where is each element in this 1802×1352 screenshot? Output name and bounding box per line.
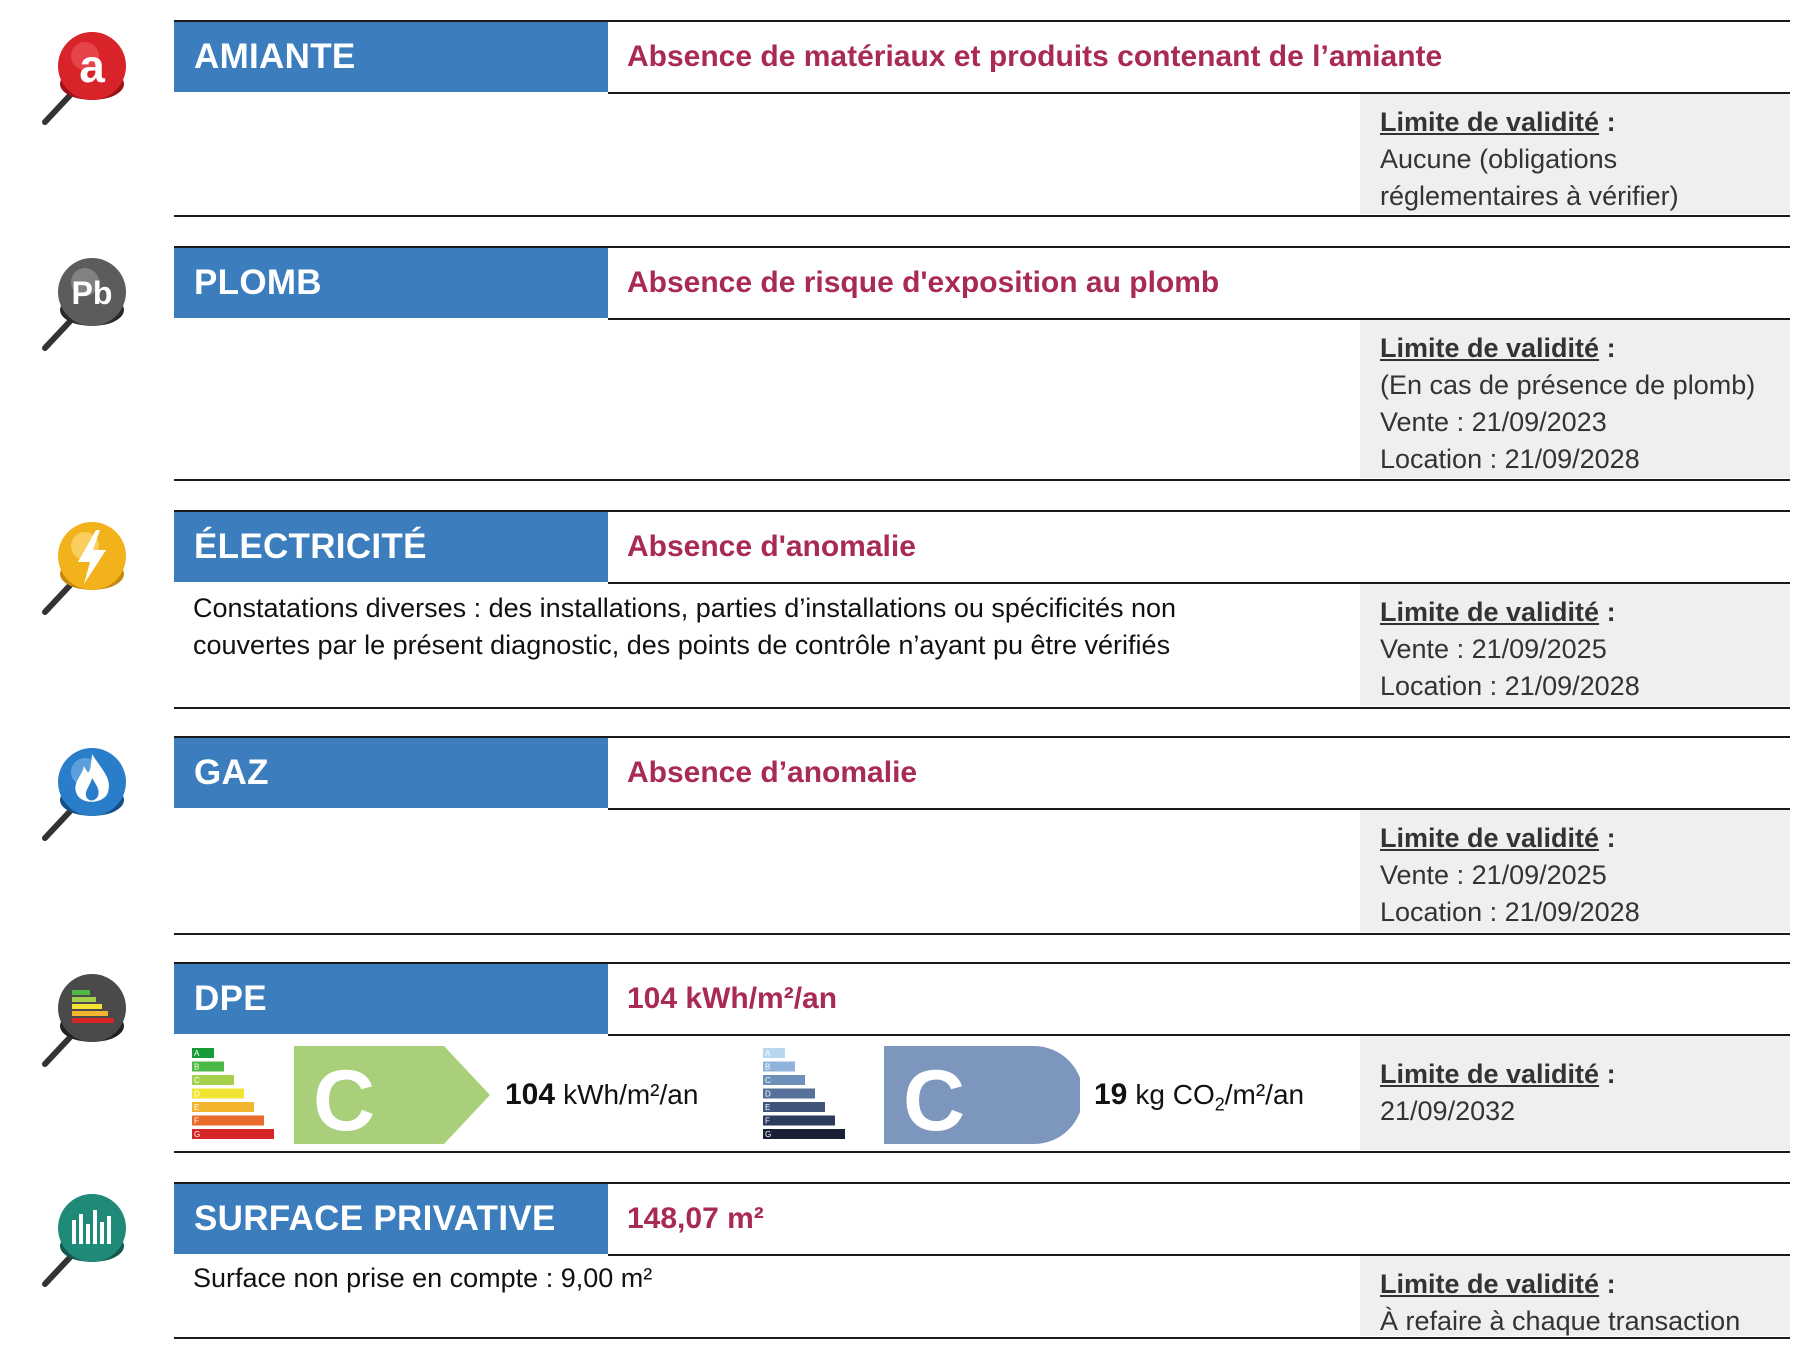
validity-line: 21/09/2032 (1380, 1096, 1516, 1126)
result-plomb: Absence de risque d'exposition au plomb (627, 266, 1220, 299)
validity-line: Vente : 21/09/2025 (1380, 860, 1607, 890)
validity-line: Vente : 21/09/2023 (1380, 407, 1607, 437)
validity-label: Limite de validité (1380, 107, 1600, 137)
validity-surface: Limite de validité : À refaire à chaque transaction (1360, 1256, 1790, 1336)
title-surface: SURFACE PRIVATIVE (174, 1184, 608, 1254)
energy-class-badge (294, 1046, 490, 1144)
validity-dpe: Limite de validité : 21/09/2032 (1360, 1036, 1790, 1150)
climate-metric (1094, 1078, 1304, 1116)
validity-label: Limite de validité (1380, 333, 1600, 363)
scale-letter: C (765, 1076, 771, 1085)
validity-line: Location : 21/09/2028 (1380, 444, 1640, 474)
validity-line: (En cas de présence de plomb) (1380, 370, 1756, 400)
scale-bar-e (192, 1102, 254, 1112)
detail-surface (193, 1260, 652, 1297)
energy-class-letter: C (312, 1053, 376, 1144)
scale-bar-e (763, 1102, 825, 1112)
energy-scale (192, 1046, 282, 1146)
climate-unit: kg $CO_2/m^2/an$ (1135, 1079, 1305, 1115)
detail-line: couvertes par le présent diagnostic, des points de contrôle n’ayant pu être vérifiés (193, 630, 1171, 660)
surface-chart-icon (30, 1184, 140, 1294)
title-plomb: PLOMB (174, 248, 608, 318)
scale-letter: F (194, 1116, 199, 1126)
validity-plomb: Limite de validité : (En cas de présence de plomb) Vente : 21/09/2023 Location : 21/09/2028 (1360, 320, 1790, 478)
validity-line: À refaire à chaque transaction (1380, 1306, 1741, 1336)
validity-line: Location : 21/09/2028 (1380, 671, 1640, 701)
energy-rating-icon (30, 964, 140, 1074)
svg-text:Pb: Pb (71, 275, 113, 311)
scale-letter: A (765, 1049, 771, 1058)
energy-value: 104 (505, 1078, 556, 1111)
climate-scale (763, 1046, 853, 1146)
validity-label: Limite de validité (1380, 1269, 1600, 1299)
detail-electricite (193, 590, 1176, 664)
scale-letter: B (194, 1062, 200, 1072)
climate-value: 19 (1094, 1078, 1128, 1111)
title-amiante: AMIANTE (174, 22, 608, 92)
scale-bar-f (763, 1116, 835, 1126)
energy-metric (505, 1078, 698, 1112)
validity-label: Limite de validité (1380, 1059, 1600, 1089)
scale-letter: G (765, 1130, 772, 1139)
validity-line: réglementaires à vérifier) (1380, 181, 1679, 211)
scale-bar-f (192, 1116, 264, 1126)
scale-bar-d (763, 1089, 815, 1099)
result-electricite: Absence d'anomalie (627, 530, 916, 563)
scale-letter: E (194, 1103, 200, 1112)
validity-line: Vente : 21/09/2025 (1380, 634, 1607, 664)
scale-letter: A (194, 1049, 200, 1058)
scale-letter: B (765, 1062, 771, 1072)
validity-gaz: Limite de validité : Vente : 21/09/2025 Location : 21/09/2028 (1360, 810, 1790, 932)
scale-letter: F (765, 1116, 770, 1126)
svg-text:a: a (79, 40, 105, 92)
title-dpe: DPE (174, 964, 608, 1034)
climate-class-badge (884, 1046, 1080, 1144)
lead-icon (30, 248, 140, 358)
scale-letter: D (194, 1089, 200, 1099)
result-dpe: 104 kWh/m²/an (627, 982, 838, 1015)
validity-label: Limite de validité (1380, 597, 1600, 627)
validity-amiante: Limite de validité : Aucune (obligations réglementaires à vérifier) (1360, 94, 1790, 214)
scale-letter: G (194, 1130, 201, 1139)
validity-electricite: Limite de validité : Vente : 21/09/2025 Location : 21/09/2028 (1360, 584, 1790, 706)
energy-unit: kWh/m²/an (563, 1079, 699, 1110)
scale-letter: E (765, 1103, 771, 1112)
asbestos-icon (30, 22, 140, 132)
validity-line: Location : 21/09/2028 (1380, 897, 1640, 927)
gas-flame-icon (30, 738, 140, 848)
result-surface: 148,07 m² (627, 1202, 764, 1235)
result-amiante: Absence de matériaux et produits contenant de l’amiante (627, 40, 1443, 73)
detail-line: Surface non prise en compte : 9,00 m² (193, 1263, 653, 1293)
scale-bar-g (763, 1129, 845, 1139)
scale-bar-g (192, 1129, 274, 1139)
lightning-icon (30, 512, 140, 622)
result-gaz: Absence d’anomalie (627, 756, 918, 789)
detail-line: Constatations diverses : des installations, parties d’installations ou spécificités non (193, 593, 1177, 623)
climate-class-letter: C (902, 1053, 966, 1144)
validity-label: Limite de validité (1380, 823, 1600, 853)
scale-letter: C (194, 1076, 200, 1085)
scale-letter: D (765, 1089, 771, 1099)
scale-bar-d (192, 1089, 244, 1099)
title-electricite: ÉLECTRICITÉ (174, 512, 608, 582)
validity-line: Aucune (obligations (1380, 144, 1618, 174)
title-gaz: GAZ (174, 738, 608, 808)
